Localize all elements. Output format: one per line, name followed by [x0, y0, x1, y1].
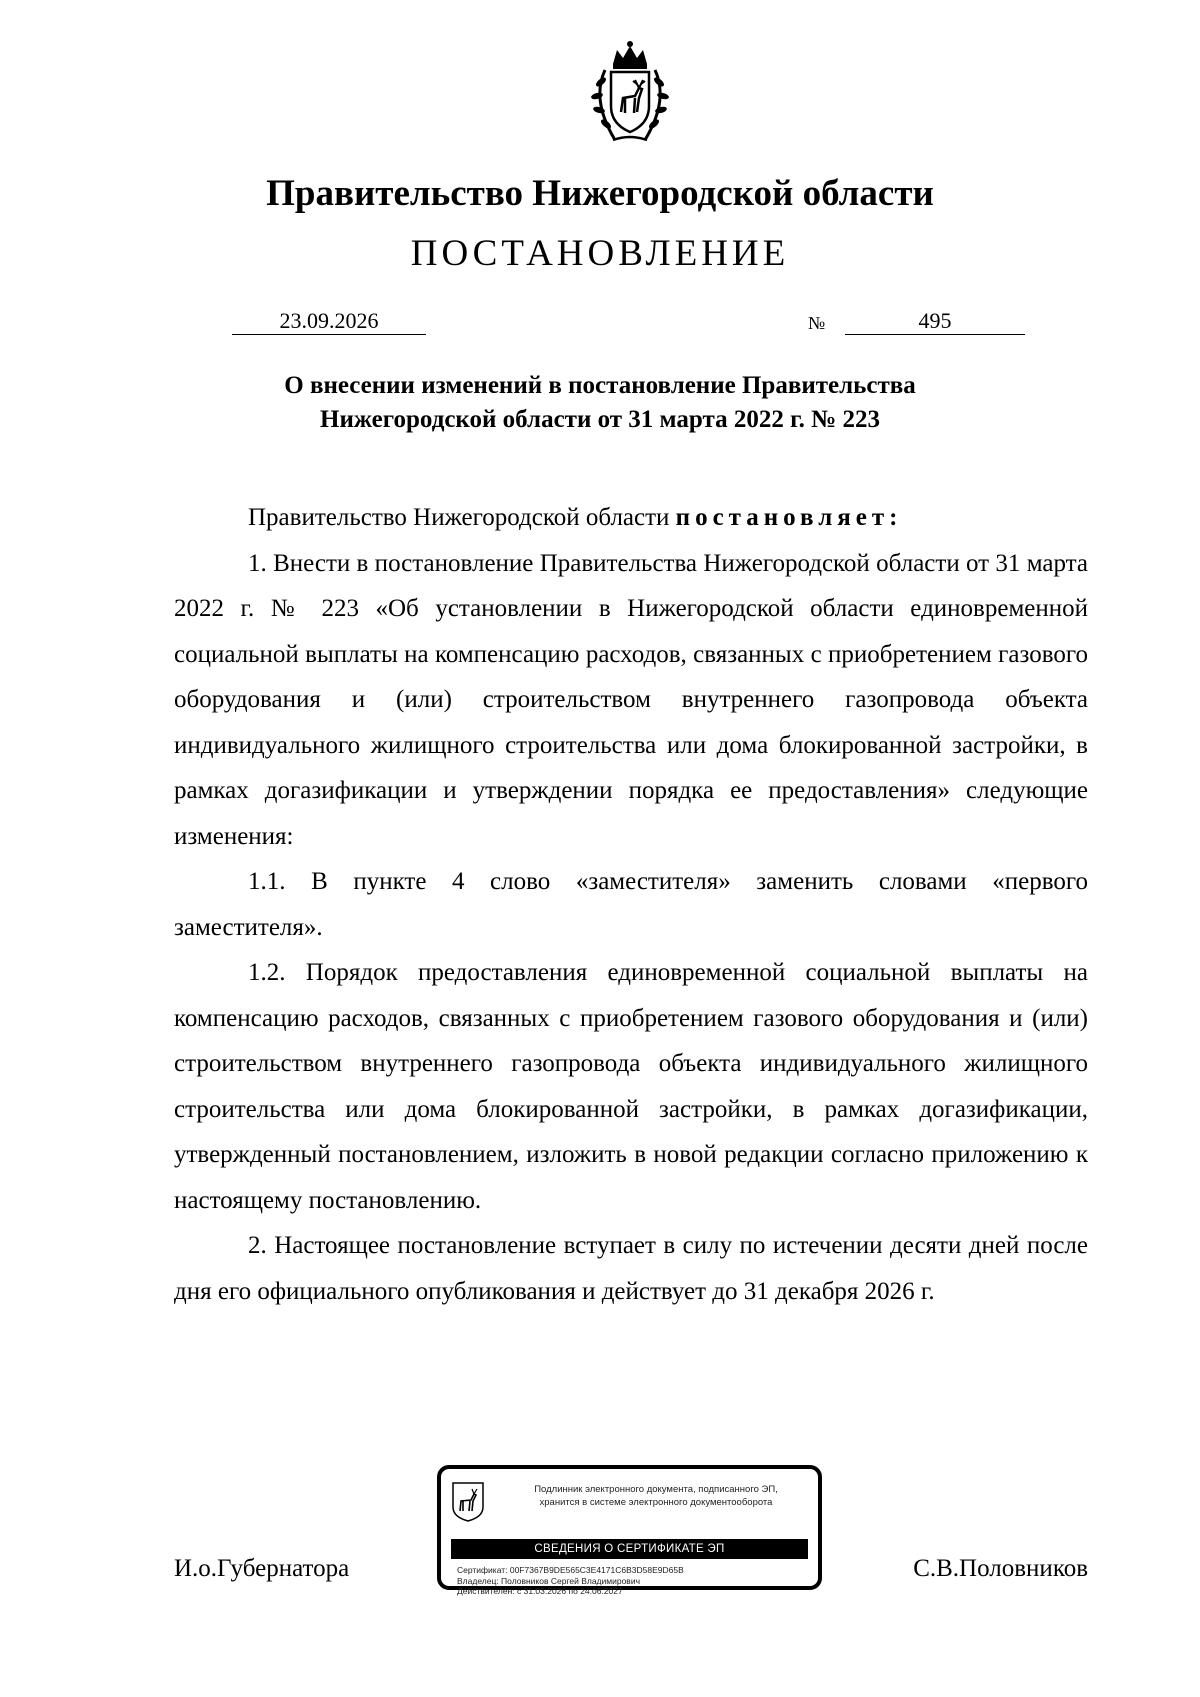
- certificate-serial: Сертификат: 00F7367B9DE565C3E4171C6B3D58E9D65B: [457, 1565, 684, 1575]
- preamble-prefix: Правительство Нижегородской области: [248, 504, 670, 531]
- document-number: 495: [845, 308, 1025, 335]
- certificate-validity: Действителен: с 31.03.2026 по 24.06.2027: [457, 1586, 623, 1596]
- organization-title: Правительство Нижегородской области: [266, 173, 934, 214]
- signatory-name: С.В.Половников: [913, 1555, 1088, 1582]
- stamp-note: [496, 1483, 816, 1509]
- certificate-details: [457, 1565, 684, 1597]
- preamble: [174, 495, 1088, 541]
- certificate-owner: Владелец: Половников Сергей Владимирович: [457, 1575, 640, 1586]
- number-sign: №: [808, 313, 826, 333]
- document-date: 23.09.2026: [232, 308, 426, 335]
- stamp-note-line-1: Подлинник электронного документа, подписанного ЭП,: [534, 1484, 778, 1495]
- deer-emblem-icon: [451, 1481, 485, 1523]
- document-type: ПОСТАНОВЛЕНИЕ: [410, 233, 790, 274]
- preamble-verb: постановляет:: [675, 504, 903, 531]
- paragraph-1-2: 1.2. Порядок предоставления единовременной социальной выплаты на компенсацию расходов, связанных с приобретением газового оборудования и (или) строительством внутреннего газопровода объекта индивидуального жилищного строительства или дома блокированной застройки, в рамках догазификации, утвержденный постановлением, изложить в новой редакции согласно приложению к настоящему постановлению.: [174, 959, 1088, 1214]
- nizhny-novgorod-coat-of-arms-icon: [575, 40, 685, 150]
- subject-line-1: О внесении изменений в постановление Правительства: [284, 372, 916, 399]
- paragraph-2: 2. Настоящее постановление вступает в силу по истечении десяти дней после дня его официального опубликования и действует до 31 декабря 2026 г.: [174, 1232, 1088, 1305]
- certificate-header: СВЕДЕНИЯ О СЕРТИФИКАТЕ ЭП: [451, 1539, 808, 1559]
- subject-line-2: Нижегородской области от 31 марта 2022 г. № 223: [320, 406, 880, 433]
- paragraph-1-1: 1.1. В пункте 4 слово «заместителя» заменить словами «первого заместителя».: [174, 868, 1088, 941]
- electronic-signature-stamp: [437, 1465, 822, 1596]
- document-subject: [200, 369, 1000, 437]
- signatory-role: И.о.Губернатора: [174, 1555, 350, 1582]
- paragraph-1: 1. Внести в постановление Правительства Нижегородской области от 31 марта 2022 г. № 223 «Об установлении в Нижегородской области единовременной социальной выплаты на компенсацию расходов, связанных с приобретением газового оборудования и (или) строительством внутреннего газопровода объекта индивидуального жилищного строительства или дома блокированной застройки, в рамках догазификации и утверждении порядка ее предоставления» следующие изменения:: [174, 549, 1088, 850]
- stamp-note-line-2: хранится в системе электронного документооборота: [539, 1497, 773, 1508]
- document-body: [174, 495, 1088, 1314]
